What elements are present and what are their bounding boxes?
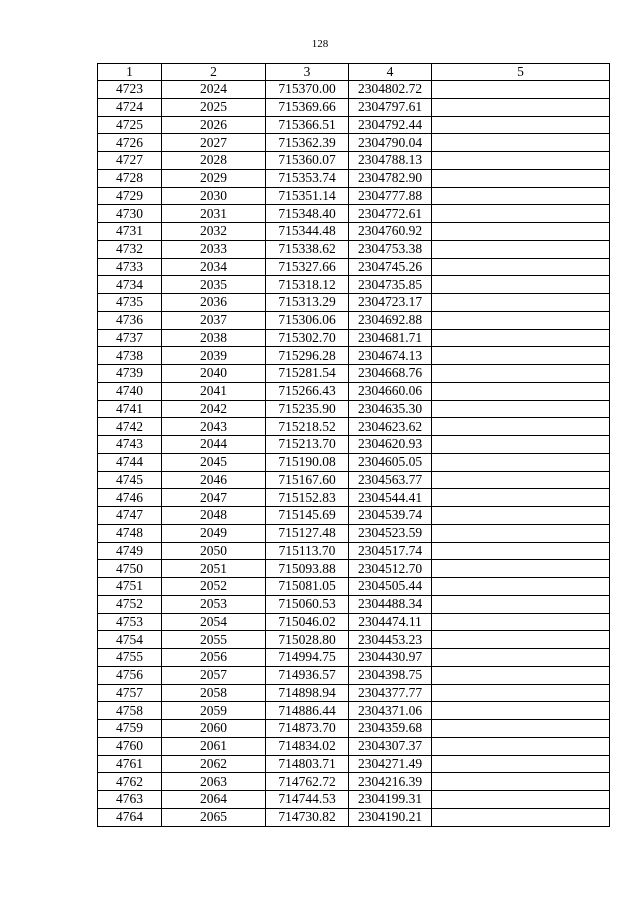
id-cell: 2044 [162,436,266,454]
table-row [98,240,610,258]
table-row [98,542,610,560]
id-cell: 2059 [162,702,266,720]
id-cell: 2050 [162,542,266,560]
note-cell [432,294,610,312]
note-cell [432,453,610,471]
point-number-cell: 4724 [98,98,162,116]
point-number-cell: 4723 [98,81,162,99]
x-coordinate-cell: 715093.88 [266,560,349,578]
note-cell [432,169,610,187]
note-cell [432,613,610,631]
id-cell: 2063 [162,773,266,791]
point-number-cell: 4762 [98,773,162,791]
x-coordinate-cell: 715281.54 [266,365,349,383]
note-cell [432,791,610,809]
note-cell [432,808,610,826]
point-number-cell: 4734 [98,276,162,294]
y-coordinate-cell: 2304190.21 [349,808,432,826]
table-row [98,684,610,702]
note-cell [432,720,610,738]
id-cell: 2061 [162,737,266,755]
y-coordinate-cell: 2304488.34 [349,595,432,613]
column-header-3: 3 [266,64,349,81]
y-coordinate-cell: 2304430.97 [349,649,432,667]
x-coordinate-cell: 715344.48 [266,223,349,241]
point-number-cell: 4761 [98,755,162,773]
id-cell: 2052 [162,578,266,596]
table-row [98,507,610,525]
table-row [98,436,610,454]
point-number-cell: 4745 [98,471,162,489]
table-row [98,808,610,826]
note-cell [432,382,610,400]
table-row [98,116,610,134]
point-number-cell: 4736 [98,311,162,329]
point-number-cell: 4759 [98,720,162,738]
x-coordinate-cell: 715213.70 [266,436,349,454]
note-cell [432,400,610,418]
y-coordinate-cell: 2304723.17 [349,294,432,312]
note-cell [432,329,610,347]
table-row [98,649,610,667]
y-coordinate-cell: 2304199.31 [349,791,432,809]
column-header-5: 5 [432,64,610,81]
id-cell: 2028 [162,152,266,170]
y-coordinate-cell: 2304271.49 [349,755,432,773]
note-cell [432,311,610,329]
y-coordinate-cell: 2304660.06 [349,382,432,400]
point-number-cell: 4741 [98,400,162,418]
point-number-cell: 4758 [98,702,162,720]
y-coordinate-cell: 2304753.38 [349,240,432,258]
id-cell: 2048 [162,507,266,525]
note-cell [432,560,610,578]
y-coordinate-cell: 2304359.68 [349,720,432,738]
table-row [98,471,610,489]
x-coordinate-cell: 715218.52 [266,418,349,436]
x-coordinate-cell: 714873.70 [266,720,349,738]
point-number-cell: 4737 [98,329,162,347]
note-cell [432,436,610,454]
x-coordinate-cell: 715370.00 [266,81,349,99]
table-row [98,205,610,223]
y-coordinate-cell: 2304790.04 [349,134,432,152]
note-cell [432,223,610,241]
point-number-cell: 4751 [98,578,162,596]
y-coordinate-cell: 2304745.26 [349,258,432,276]
id-cell: 2051 [162,560,266,578]
table-row [98,382,610,400]
id-cell: 2065 [162,808,266,826]
x-coordinate-cell: 714762.72 [266,773,349,791]
note-cell [432,347,610,365]
id-cell: 2054 [162,613,266,631]
table-row [98,755,610,773]
y-coordinate-cell: 2304802.72 [349,81,432,99]
table-row [98,666,610,684]
id-cell: 2031 [162,205,266,223]
x-coordinate-cell: 715353.74 [266,169,349,187]
y-coordinate-cell: 2304782.90 [349,169,432,187]
table-row [98,276,610,294]
y-coordinate-cell: 2304797.61 [349,98,432,116]
y-coordinate-cell: 2304544.41 [349,489,432,507]
x-coordinate-cell: 715152.83 [266,489,349,507]
x-coordinate-cell: 715235.90 [266,400,349,418]
y-coordinate-cell: 2304772.61 [349,205,432,223]
x-coordinate-cell: 715313.29 [266,294,349,312]
table-row [98,81,610,99]
note-cell [432,649,610,667]
y-coordinate-cell: 2304307.37 [349,737,432,755]
y-coordinate-cell: 2304681.71 [349,329,432,347]
x-coordinate-cell: 715306.06 [266,311,349,329]
table-row [98,631,610,649]
x-coordinate-cell: 714898.94 [266,684,349,702]
y-coordinate-cell: 2304760.92 [349,223,432,241]
id-cell: 2053 [162,595,266,613]
table-row [98,791,610,809]
note-cell [432,240,610,258]
table-row [98,152,610,170]
y-coordinate-cell: 2304539.74 [349,507,432,525]
id-cell: 2049 [162,524,266,542]
y-coordinate-cell: 2304563.77 [349,471,432,489]
column-header-2: 2 [162,64,266,81]
x-coordinate-cell: 714730.82 [266,808,349,826]
id-cell: 2041 [162,382,266,400]
y-coordinate-cell: 2304674.13 [349,347,432,365]
point-number-cell: 4749 [98,542,162,560]
y-coordinate-cell: 2304398.75 [349,666,432,684]
point-number-cell: 4743 [98,436,162,454]
x-coordinate-cell: 715296.28 [266,347,349,365]
id-cell: 2030 [162,187,266,205]
point-number-cell: 4728 [98,169,162,187]
table-row [98,418,610,436]
table-body [98,81,610,827]
page-number: 128 [311,38,329,50]
y-coordinate-cell: 2304505.44 [349,578,432,596]
x-coordinate-cell: 715145.69 [266,507,349,525]
table-row [98,400,610,418]
id-cell: 2043 [162,418,266,436]
note-cell [432,365,610,383]
x-coordinate-cell: 715190.08 [266,453,349,471]
point-number-cell: 4746 [98,489,162,507]
y-coordinate-cell: 2304512.70 [349,560,432,578]
point-number-cell: 4754 [98,631,162,649]
x-coordinate-cell: 714994.75 [266,649,349,667]
table-row [98,134,610,152]
id-cell: 2062 [162,755,266,773]
note-cell [432,276,610,294]
x-coordinate-cell: 715302.70 [266,329,349,347]
id-cell: 2039 [162,347,266,365]
note-cell [432,507,610,525]
table-row [98,524,610,542]
table-row [98,489,610,507]
note-cell [432,98,610,116]
point-number-cell: 4744 [98,453,162,471]
x-coordinate-cell: 715327.66 [266,258,349,276]
note-cell [432,773,610,791]
x-coordinate-cell: 715046.02 [266,613,349,631]
x-coordinate-cell: 715127.48 [266,524,349,542]
y-coordinate-cell: 2304605.05 [349,453,432,471]
y-coordinate-cell: 2304777.88 [349,187,432,205]
id-cell: 2058 [162,684,266,702]
note-cell [432,81,610,99]
point-number-cell: 4735 [98,294,162,312]
point-number-cell: 4731 [98,223,162,241]
point-number-cell: 4763 [98,791,162,809]
point-number-cell: 4755 [98,649,162,667]
table-row [98,294,610,312]
id-cell: 2029 [162,169,266,187]
point-number-cell: 4748 [98,524,162,542]
x-coordinate-cell: 715081.05 [266,578,349,596]
point-number-cell: 4727 [98,152,162,170]
note-cell [432,524,610,542]
y-coordinate-cell: 2304692.88 [349,311,432,329]
note-cell [432,578,610,596]
id-cell: 2037 [162,311,266,329]
y-coordinate-cell: 2304735.85 [349,276,432,294]
table-row [98,560,610,578]
note-cell [432,187,610,205]
note-cell [432,702,610,720]
x-coordinate-cell: 715366.51 [266,116,349,134]
point-number-cell: 4730 [98,205,162,223]
id-cell: 2046 [162,471,266,489]
table-row [98,258,610,276]
coordinates-table [97,63,610,827]
id-cell: 2040 [162,365,266,383]
point-number-cell: 4750 [98,560,162,578]
x-coordinate-cell: 715028.80 [266,631,349,649]
note-cell [432,116,610,134]
point-number-cell: 4764 [98,808,162,826]
note-cell [432,684,610,702]
y-coordinate-cell: 2304788.13 [349,152,432,170]
point-number-cell: 4725 [98,116,162,134]
table-row [98,223,610,241]
table-row [98,98,610,116]
point-number-cell: 4752 [98,595,162,613]
id-cell: 2034 [162,258,266,276]
x-coordinate-cell: 715360.07 [266,152,349,170]
id-cell: 2055 [162,631,266,649]
y-coordinate-cell: 2304620.93 [349,436,432,454]
id-cell: 2024 [162,81,266,99]
point-number-cell: 4753 [98,613,162,631]
id-cell: 2056 [162,649,266,667]
note-cell [432,666,610,684]
table-row [98,578,610,596]
table-row [98,311,610,329]
point-number-cell: 4726 [98,134,162,152]
note-cell [432,631,610,649]
note-cell [432,595,610,613]
x-coordinate-cell: 715318.12 [266,276,349,294]
id-cell: 2057 [162,666,266,684]
point-number-cell: 4732 [98,240,162,258]
table-row [98,595,610,613]
table-row [98,720,610,738]
x-coordinate-cell: 714834.02 [266,737,349,755]
point-number-cell: 4733 [98,258,162,276]
x-coordinate-cell: 715348.40 [266,205,349,223]
table-row [98,347,610,365]
table-row [98,329,610,347]
point-number-cell: 4729 [98,187,162,205]
note-cell [432,755,610,773]
table-row [98,187,610,205]
id-cell: 2033 [162,240,266,258]
column-header-4: 4 [349,64,432,81]
y-coordinate-cell: 2304668.76 [349,365,432,383]
note-cell [432,471,610,489]
point-number-cell: 4738 [98,347,162,365]
point-number-cell: 4742 [98,418,162,436]
note-cell [432,258,610,276]
id-cell: 2025 [162,98,266,116]
point-number-cell: 4756 [98,666,162,684]
table-header [98,64,610,81]
x-coordinate-cell: 715167.60 [266,471,349,489]
id-cell: 2038 [162,329,266,347]
id-cell: 2042 [162,400,266,418]
x-coordinate-cell: 715113.70 [266,542,349,560]
note-cell [432,489,610,507]
table-row [98,613,610,631]
note-cell [432,542,610,560]
id-cell: 2060 [162,720,266,738]
header-row [98,64,610,81]
table-row [98,365,610,383]
y-coordinate-cell: 2304523.59 [349,524,432,542]
note-cell [432,418,610,436]
x-coordinate-cell: 715369.66 [266,98,349,116]
id-cell: 2026 [162,116,266,134]
x-coordinate-cell: 715266.43 [266,382,349,400]
note-cell [432,205,610,223]
id-cell: 2032 [162,223,266,241]
point-number-cell: 4760 [98,737,162,755]
note-cell [432,152,610,170]
table-row [98,453,610,471]
x-coordinate-cell: 714744.53 [266,791,349,809]
y-coordinate-cell: 2304517.74 [349,542,432,560]
y-coordinate-cell: 2304371.06 [349,702,432,720]
table-row [98,702,610,720]
id-cell: 2035 [162,276,266,294]
point-number-cell: 4747 [98,507,162,525]
x-coordinate-cell: 714803.71 [266,755,349,773]
x-coordinate-cell: 714886.44 [266,702,349,720]
x-coordinate-cell: 715362.39 [266,134,349,152]
note-cell [432,737,610,755]
x-coordinate-cell: 715060.53 [266,595,349,613]
id-cell: 2064 [162,791,266,809]
table-row [98,773,610,791]
y-coordinate-cell: 2304474.11 [349,613,432,631]
id-cell: 2027 [162,134,266,152]
y-coordinate-cell: 2304377.77 [349,684,432,702]
y-coordinate-cell: 2304453.23 [349,631,432,649]
x-coordinate-cell: 715338.62 [266,240,349,258]
note-cell [432,134,610,152]
id-cell: 2045 [162,453,266,471]
y-coordinate-cell: 2304635.30 [349,400,432,418]
x-coordinate-cell: 715351.14 [266,187,349,205]
column-header-1: 1 [98,64,162,81]
id-cell: 2036 [162,294,266,312]
table-row [98,737,610,755]
point-number-cell: 4740 [98,382,162,400]
table-row [98,169,610,187]
id-cell: 2047 [162,489,266,507]
y-coordinate-cell: 2304216.39 [349,773,432,791]
y-coordinate-cell: 2304792.44 [349,116,432,134]
x-coordinate-cell: 714936.57 [266,666,349,684]
y-coordinate-cell: 2304623.62 [349,418,432,436]
point-number-cell: 4757 [98,684,162,702]
point-number-cell: 4739 [98,365,162,383]
